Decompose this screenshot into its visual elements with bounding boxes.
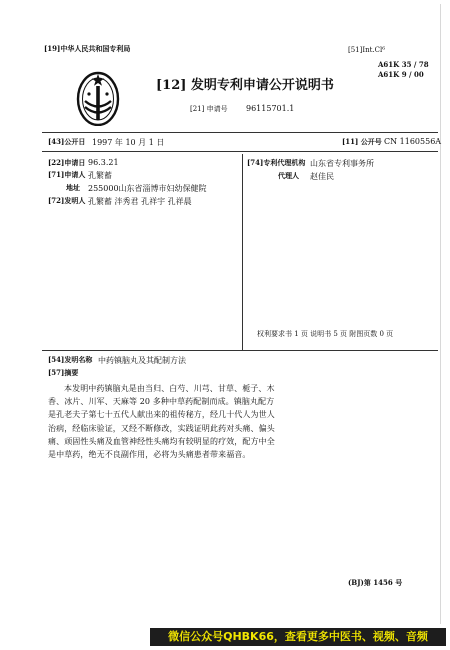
patent-page <box>6 4 441 624</box>
publication-date: 1997 年 10 月 1 日 <box>92 138 165 147</box>
column-divider <box>242 154 243 350</box>
bibliographic-divider <box>42 350 438 351</box>
publication-date-label: [43]公开日 <box>48 137 86 146</box>
publication-number-label: [11] 公开号 <box>342 137 382 146</box>
int-cl-label: [51]Int.Cl⁶ <box>348 46 386 54</box>
address-label: 地址 <box>66 183 80 192</box>
patent-office: [19]中华人民共和国专利局 <box>44 44 131 53</box>
wechat-banner: 微信公众号QHBK66，查看更多中医书、视频、音频 <box>150 628 446 646</box>
agent-label: 代理人 <box>278 171 299 180</box>
publication-number: CN 1160556A <box>384 137 442 146</box>
agent: 赵佳民 <box>310 172 334 181</box>
patent-agency: 山东省专利事务所 <box>310 159 374 168</box>
applicant: 孔繁蓄 <box>88 171 112 180</box>
invention-title-label: [54]发明名称 <box>48 355 93 364</box>
inventors-label: [72]发明人 <box>48 196 86 205</box>
invention-title: 中药镇脑丸及其配制方法 <box>98 356 186 365</box>
applicant-label: [71]申请人 <box>48 170 86 179</box>
application-number: 96115701.1 <box>246 104 295 113</box>
patent-office-emblem-icon <box>76 68 120 126</box>
class-code-2: A61K 9 / 00 <box>378 70 424 79</box>
document-type: [12] 发明专利申请公开说明书 <box>156 78 334 93</box>
abstract-text: 本发明中药镇脑丸是由当归、白芍、川芎、甘草、栀子、木香、冰片、川军、天麻等 20 多种中草药配制而成。镇脑丸配方是孔老夫子第七十五代人献出来的祖传秘方，经几十代人为世人治病，经临床验证，又经不断修改，实践证明此药对头痛、偏头痛、顽固性头痛及血管神经性头痛均有较明显的疗效，配方中全是中草药，绝无不良副作用，必将为头痛患者带来福音。 <box>48 384 275 460</box>
document-code: (BJ)第 1456 号 <box>348 578 403 587</box>
filing-date: 96.3.21 <box>88 158 119 167</box>
publication-divider <box>42 151 438 152</box>
address: 255000山东省淄博市妇幼保健院 <box>88 184 207 193</box>
class-code-1: A61K 35 / 78 <box>378 60 429 69</box>
application-number-label: [21] 申请号 <box>190 105 228 113</box>
inventors: 孔繁蓄 泮秀君 孔祥宇 孔祥晨 <box>88 197 192 206</box>
agency-label: [74]专利代理机构 <box>247 158 306 167</box>
pages-info: 权利要求书 1 页 说明书 5 页 附图页数 0 页 <box>257 330 394 338</box>
filing-date-label: [22]申请日 <box>48 158 86 167</box>
abstract-label: [57]摘要 <box>48 368 79 377</box>
header-divider <box>42 132 438 133</box>
